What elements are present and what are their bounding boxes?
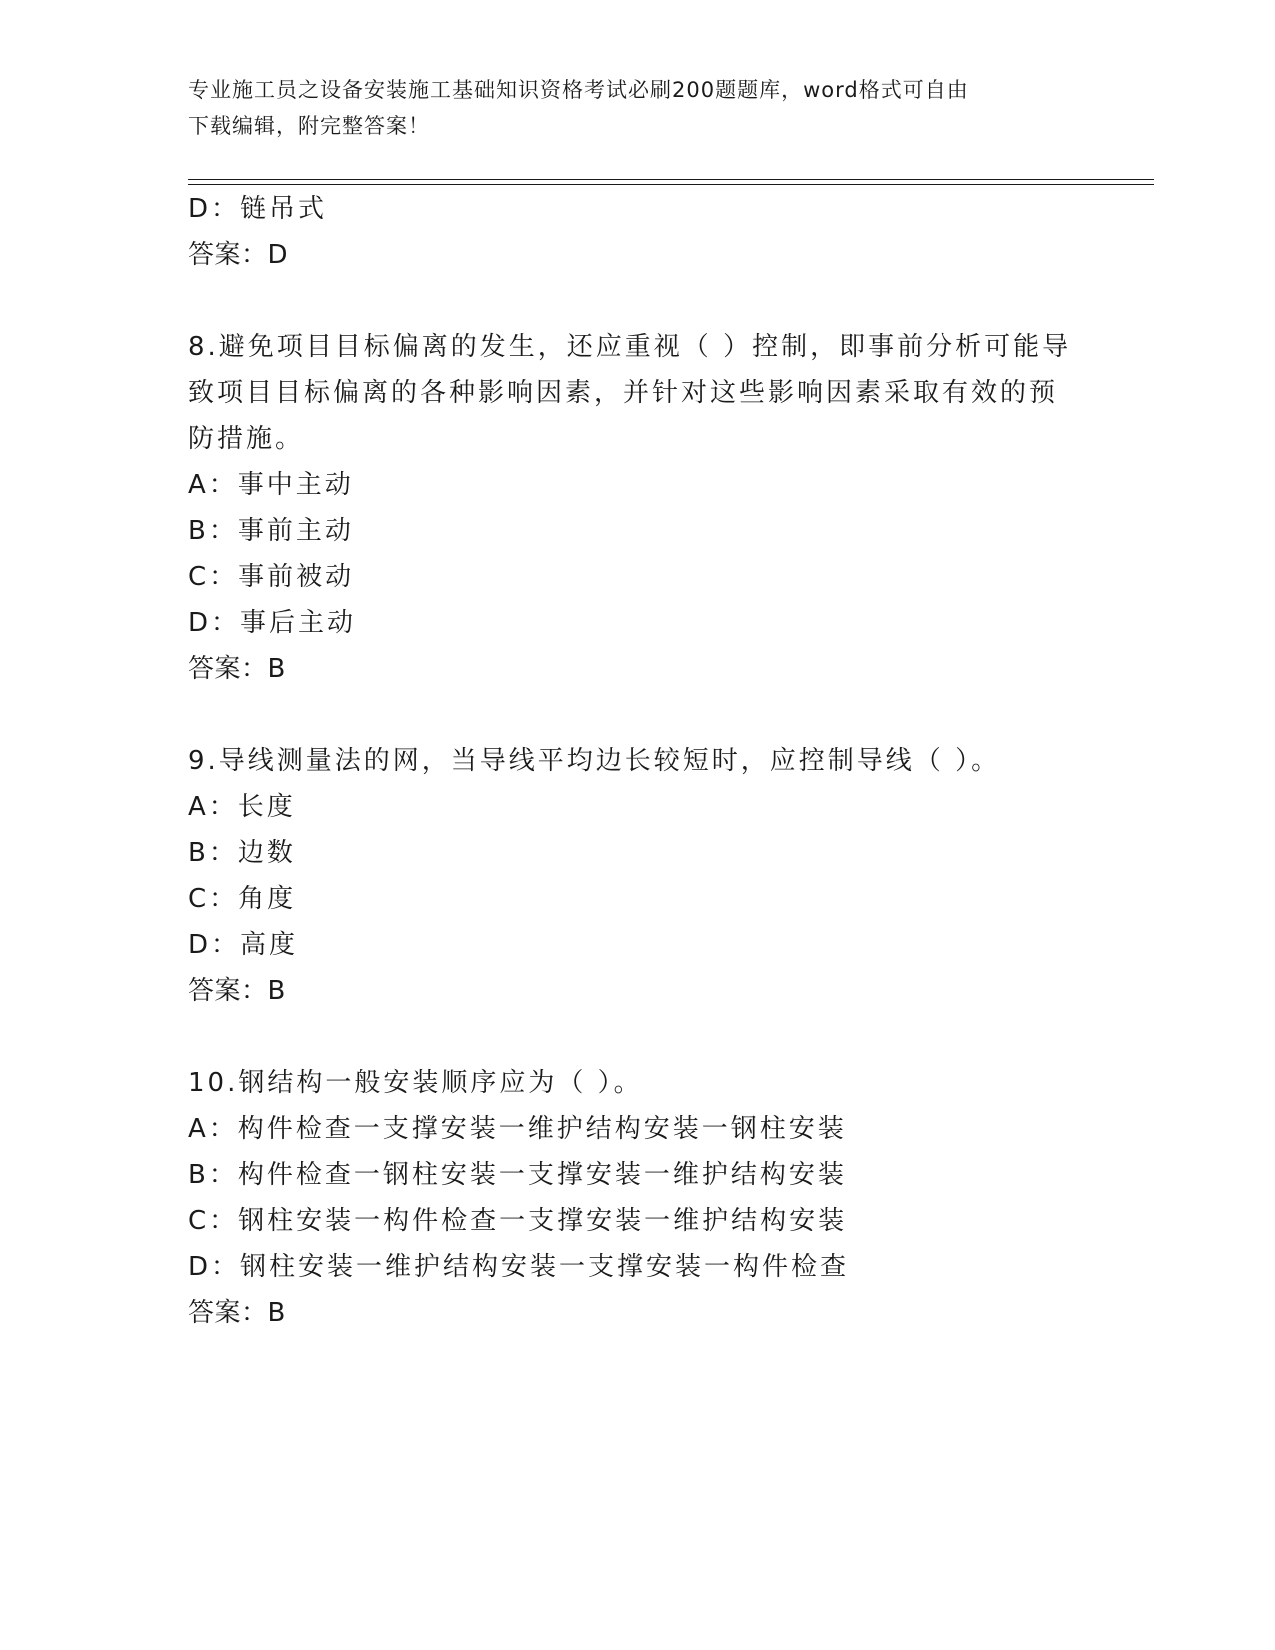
spacer [188,1014,1088,1060]
document-header [188,72,1088,144]
answer: 答案：B [188,976,286,1006]
previous-question-tail [188,186,1088,278]
header-divider-bottom [188,184,1154,185]
option-d: D：事后主动 [188,608,357,638]
header-title-line-1: 专业施工员之设备安装施工基础知识资格考试必刷200题题库，word格式可自由 [188,78,969,102]
spacer [188,278,1088,324]
option-b: B：事前主动 [188,516,354,546]
question-text-line: 致项目目标偏离的各种影响因素，并针对这些影响因素采取有效的预 [188,378,1059,408]
option-a: A：构件检查一支撑安装一维护结构安装一钢柱安装 [188,1114,847,1144]
option-d: D：链吊式 [188,194,328,224]
answer: 答案：D [188,240,289,270]
answer: 答案：B [188,654,286,684]
option-d: D：钢柱安装一维护结构安装一支撑安装一构件检查 [188,1252,850,1282]
option-c: C：事前被动 [188,562,355,592]
header-title-line-2: 下载编辑，附完整答案！ [188,114,430,138]
option-d: D：高度 [188,930,299,960]
option-b: B：构件检查一钢柱安装一支撑安装一维护结构安装 [188,1160,847,1190]
question-9 [188,738,1088,1014]
question-text-line: 10.钢结构一般安装顺序应为（ ）。 [188,1068,643,1098]
option-a: A：长度 [188,792,296,822]
header-divider-top [188,179,1154,180]
option-c: C：角度 [188,884,297,914]
question-text-line: 9.导线测量法的网，当导线平均边长较短时，应控制导线（ ）。 [188,746,1001,776]
answer: 答案：B [188,1298,286,1328]
question-8 [188,324,1088,692]
option-c: C：钢柱安装一构件检查一支撑安装一维护结构安装 [188,1206,848,1236]
option-b: B：边数 [188,838,296,868]
question-10 [188,1060,1088,1336]
spacer [188,692,1088,738]
option-a: A：事中主动 [188,470,354,500]
question-text-line: 防措施。 [188,424,305,454]
question-text-line: 8.避免项目目标偏离的发生，还应重视（ ）控制，即事前分析可能导 [188,332,1072,362]
question-list [188,186,1088,1336]
